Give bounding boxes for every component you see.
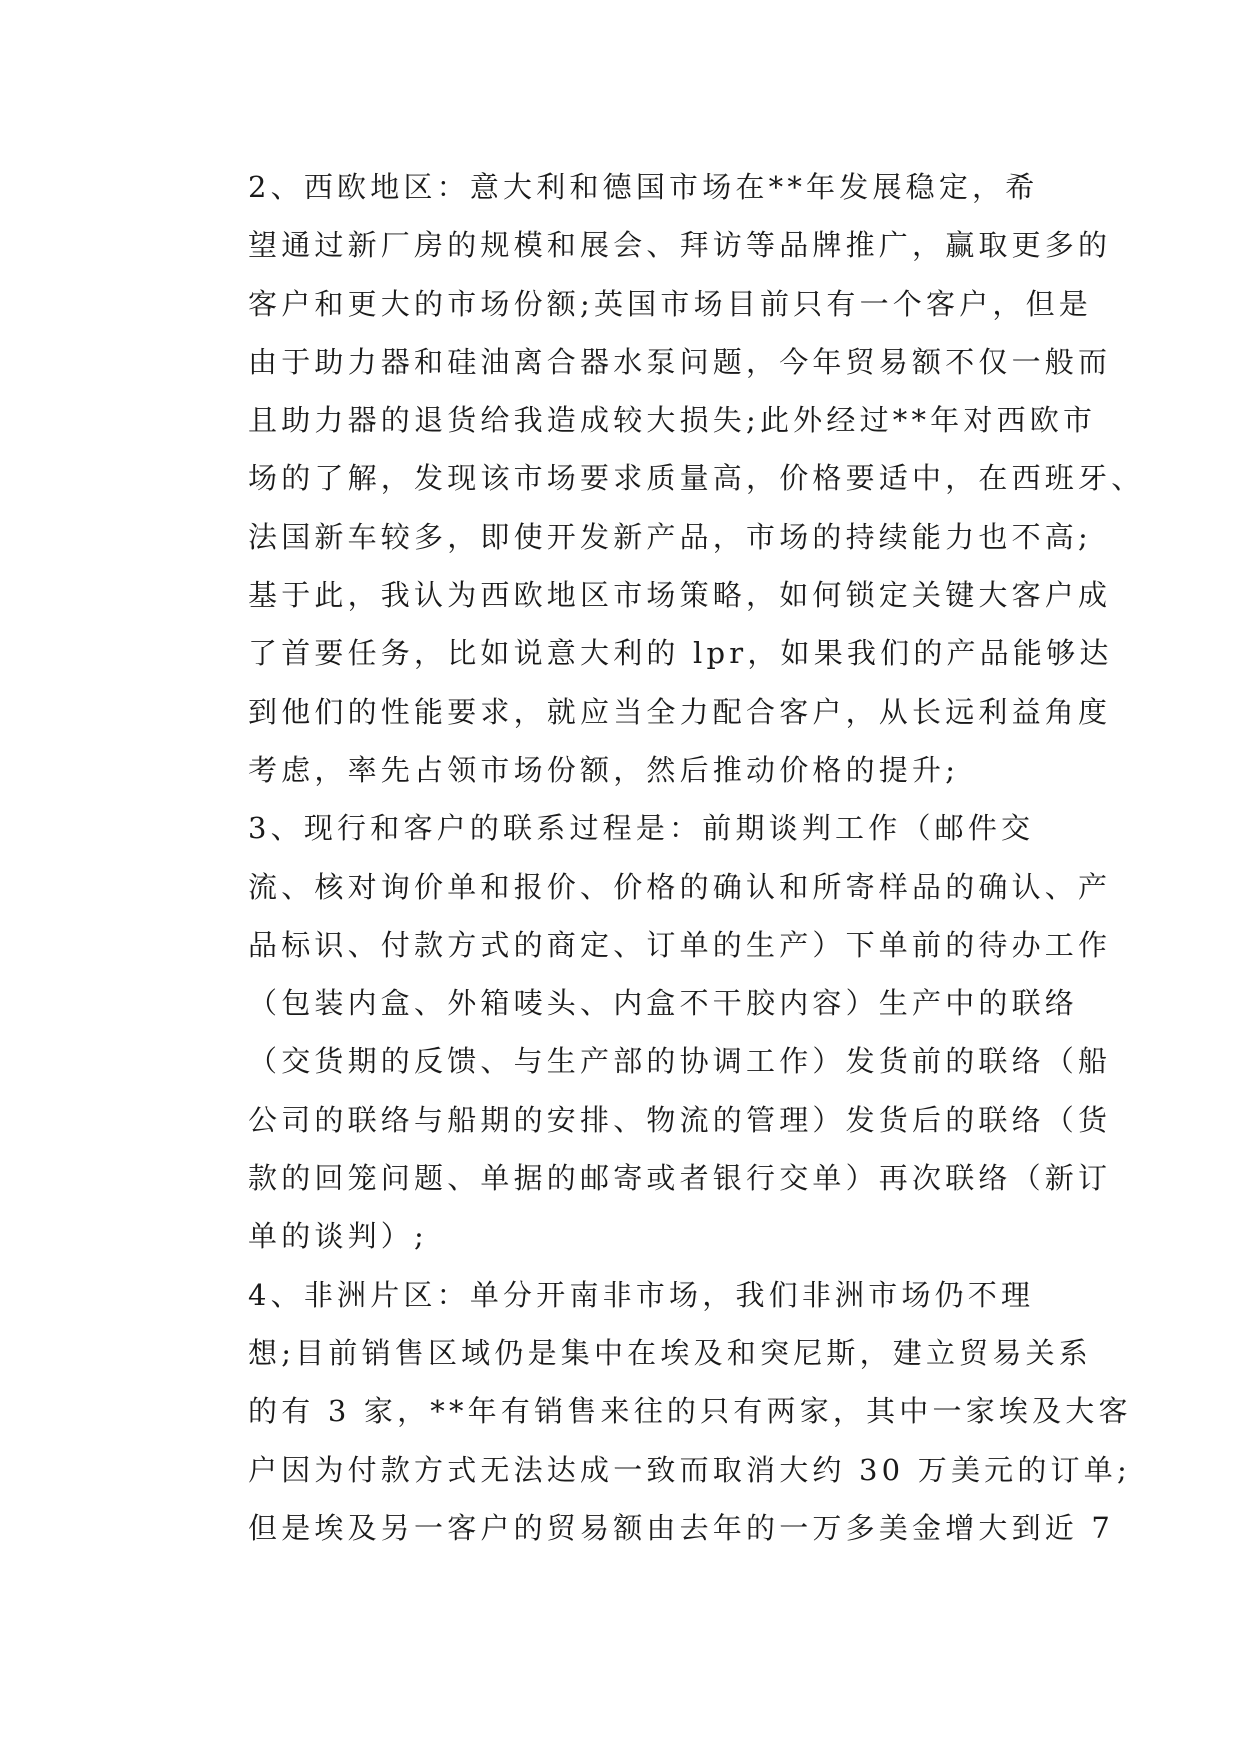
text-line: 4、非洲片区：单分开南非市场，我们非洲市场仍不理 (248, 1277, 1035, 1312)
text-line: 单的谈判）; (248, 1219, 428, 1254)
text-line: 流、核对询价单和报价、价格的确认和所寄样品的确认、产 (248, 869, 1112, 904)
text-line: 且助力器的退货给我造成较大损失;此外经过**年对西欧市 (248, 403, 1097, 438)
text-line: 基于此，我认为西欧地区市场策略，如何锁定关键大客户成 (248, 578, 1112, 613)
text-line: 望通过新厂房的规模和展会、拜访等品牌推广，赢取更多的 (248, 228, 1112, 263)
text-line: 了首要任务，比如说意大利的 lpr，如果我们的产品能够达 (248, 636, 1113, 671)
text-line: 但是埃及另一客户的贸易额由去年的一万多美金增大到近 7 (248, 1510, 1115, 1545)
text-line: 公司的联络与船期的安排、物流的管理）发货后的联络（货 (248, 1102, 1112, 1137)
text-line: 由于助力器和硅油离合器水泵问题，今年贸易额不仅一般而 (248, 344, 1112, 379)
text-line: 品标识、付款方式的商定、订单的生产）下单前的待办工作 (248, 927, 1112, 962)
text-line: （交货期的反馈、与生产部的协调工作）发货前的联络（船 (248, 1044, 1112, 1079)
text-line: 3、现行和客户的联系过程是：前期谈判工作（邮件交 (248, 811, 1035, 846)
text-line: 客户和更大的市场份额;英国市场目前只有一个客户，但是 (248, 286, 1092, 321)
text-line: 2、西欧地区：意大利和德国市场在**年发展稳定，希 (248, 170, 1039, 204)
text-line: 的有 3 家，**年有销售来往的只有两家，其中一家埃及大客 (248, 1394, 1132, 1429)
paragraph-africa-region (190, 1266, 1132, 1557)
text-line: 想;目前销售区域仍是集中在埃及和突尼斯，建立贸易关系 (248, 1335, 1092, 1370)
text-line: 户因为付款方式无法达成一致而取消大约 30 万美元的订单; (248, 1452, 1131, 1487)
paragraph-customer-contact-process (190, 799, 1112, 1265)
text-line: 场的了解，发现该市场要求质量高，价格要适中，在西班牙、 (248, 461, 1145, 496)
text-line: 考虑，率先占领市场份额，然后推动价格的提升; (248, 752, 960, 787)
text-line: 到他们的性能要求，就应当全力配合客户，从长远利益角度 (248, 694, 1112, 729)
paragraph-western-europe (190, 158, 1145, 799)
text-line: 款的回笼问题、单据的邮寄或者银行交单）再次联络（新订 (248, 1161, 1112, 1196)
text-line: 法国新车较多，即使开发新产品，市场的持续能力也不高; (248, 519, 1092, 554)
body-text (190, 158, 1145, 1557)
text-line: （包装内盒、外箱唛头、内盒不干胶内容）生产中的联络 (248, 986, 1079, 1021)
